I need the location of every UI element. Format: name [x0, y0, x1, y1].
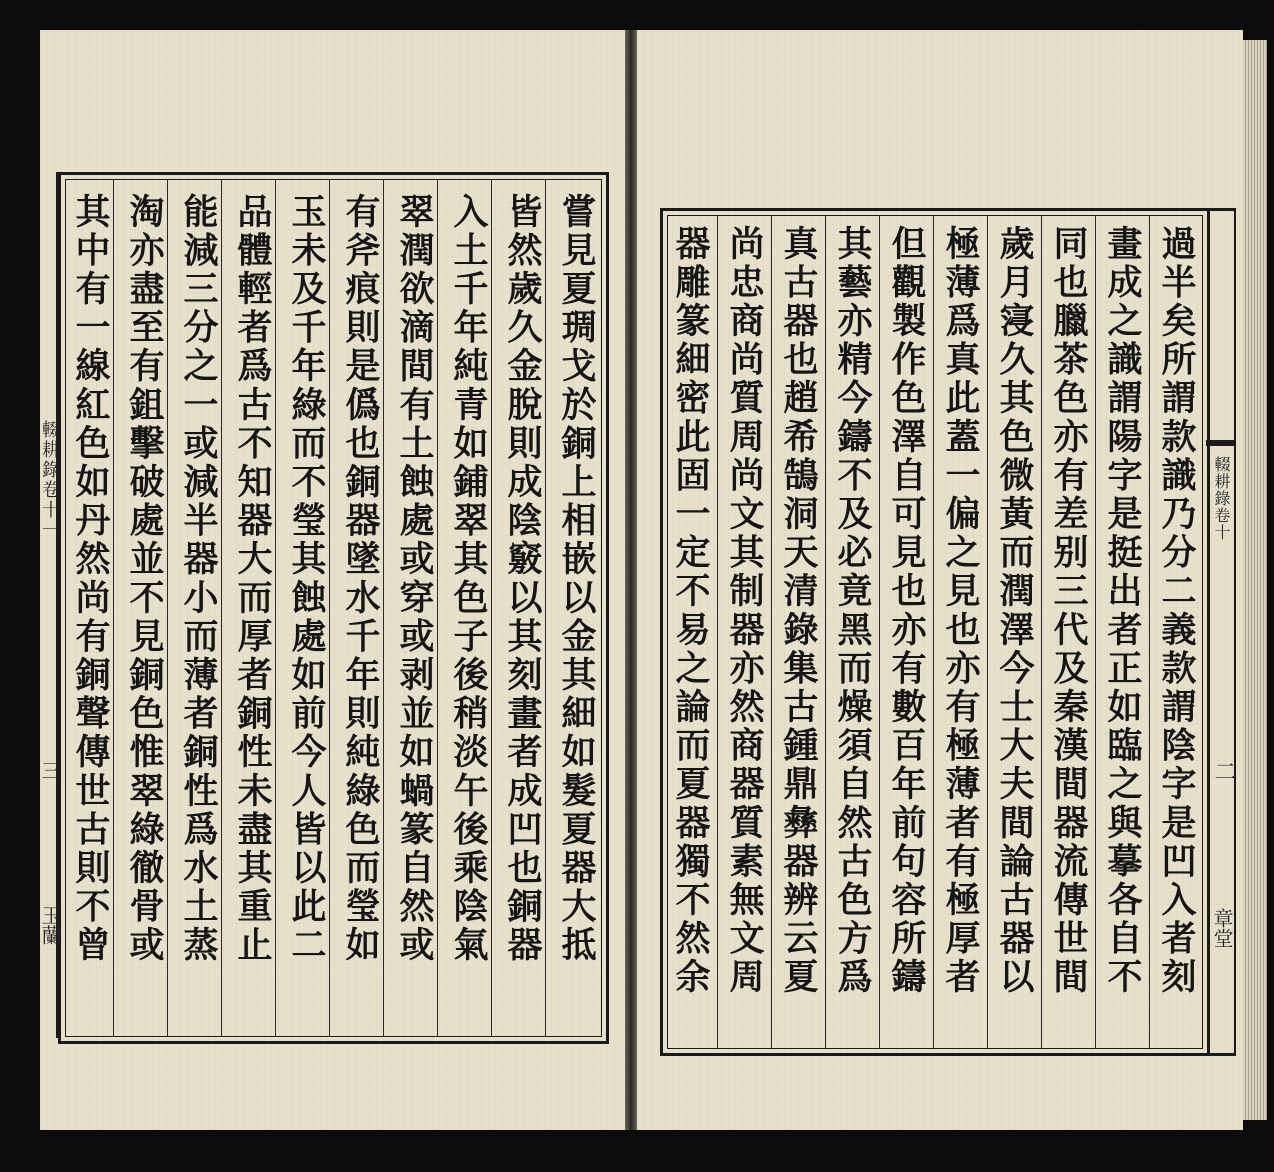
- right-margin-title: 輟耕錄卷十: [1212, 456, 1231, 541]
- right-col-10: 器雕篆細密此固一定不易之論而夏器獨不然余: [670, 225, 711, 997]
- left-col-3: 入土千年純青如鋪翠其色子後稍淡午後乘陰氣: [448, 193, 489, 965]
- right-col-6: 但觀製作色澤自可見也亦有數百年前句容所鑄: [886, 225, 927, 997]
- right-col-4: 歲月寖久其色微黃而潤澤今士大夫間論古器以: [994, 225, 1035, 997]
- right-col-1: 過半矣所謂款識乃分二義款謂陰字是凹入者刻: [1156, 225, 1197, 997]
- left-col-7: 品體輕者爲古不知器大而厚者銅性未盡其重止: [232, 193, 273, 965]
- left-margin-title: 輟耕錄卷十一: [39, 420, 60, 540]
- left-col-9: 淘亦盡至有鉏擊破處並不見銅色惟翠綠徹骨或: [124, 193, 165, 965]
- right-text-frame: [660, 208, 1210, 1056]
- fish-tail-mark: [1206, 440, 1234, 446]
- left-col-4: 翠潤欲滴間有土蝕處或穿或剥並如蝸篆自然或: [394, 193, 435, 965]
- left-col-2: 皆然歲久金脫則成陰竅以其刻畫者成凹也銅器: [502, 193, 543, 965]
- left-margin-page: 三: [38, 760, 62, 780]
- left-margin-bottom: 玉蘭: [38, 905, 62, 945]
- right-margin-bottom: 章堂: [1210, 908, 1234, 948]
- right-col-5: 極薄爲真此蓋一偏之見也亦有極薄者有極厚者: [940, 225, 981, 997]
- right-col-2: 畫成之識謂陽字是挺出者正如臨之與摹各自不: [1102, 225, 1143, 997]
- right-col-9: 尚忠商尚質周尚文其制器亦然商器質素無文周: [724, 225, 765, 997]
- right-margin-page: 二: [1211, 760, 1236, 782]
- right-col-3: 同也臘茶色亦有差别三代及秦漢間器流傳世間: [1048, 225, 1089, 997]
- left-col-8: 能減三分之一或減半器小而薄者銅性爲水土蒸: [178, 193, 219, 965]
- right-col-7: 其藝亦精今鑄不及必竟黑而燥須自然古色方爲: [832, 225, 873, 997]
- right-col-8: 真古器也趙希鵠洞天清錄集古鍾鼎彝器辨云夏: [778, 225, 819, 997]
- page-edges: [1243, 40, 1267, 1120]
- book-fold: [625, 30, 637, 1130]
- left-col-10: 其中有一線紅色如丹然尚有銅聲傳世古則不曾: [70, 193, 111, 965]
- left-col-6: 玉未及千年綠而不瑩其蝕處如前今人皆以此二: [286, 193, 327, 965]
- left-col-1: 嘗見夏琱戈於銅上相嵌以金其細如髮夏器大抵: [556, 193, 597, 965]
- left-text-frame: [58, 172, 609, 1044]
- left-col-5: 有斧痕則是僞也銅器墜水千年則純綠色而瑩如: [340, 193, 381, 965]
